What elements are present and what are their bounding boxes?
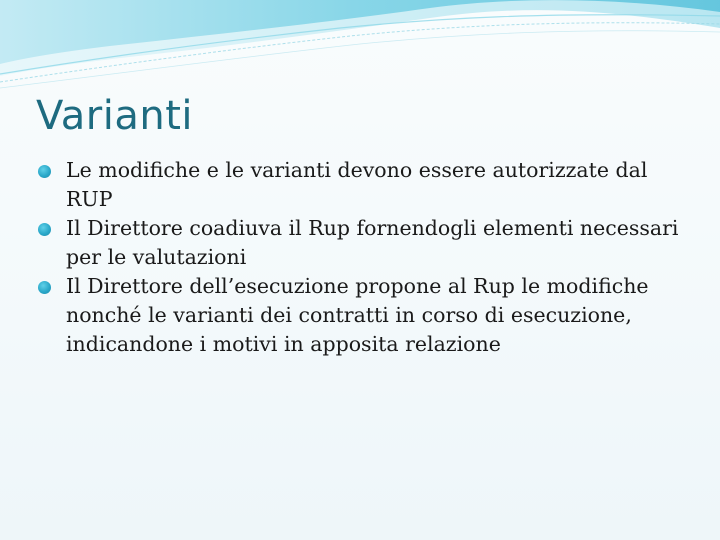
bullet-dot-icon (38, 165, 51, 178)
bullet-item (38, 272, 698, 359)
bullet-text: Le modifiche e le varianti devono essere autorizzate dal RUP (66, 158, 648, 211)
bullet-dot-icon (38, 281, 51, 294)
bullet-list (38, 156, 698, 359)
bullet-text: Il Direttore coadiuva il Rup fornendogli elementi necessari per le valutazioni (66, 216, 679, 269)
slide-title: Varianti (36, 93, 193, 139)
header-wave-decoration (0, 0, 720, 90)
bullet-text: Il Direttore dell’esecuzione propone al Rup le modifiche nonché le varianti dei contratti in corso di esecuzione, indicandone i motivi in apposita relazione (66, 274, 649, 356)
bullet-item (38, 214, 698, 272)
bullet-dot-icon (38, 223, 51, 236)
bullet-item (38, 156, 698, 214)
